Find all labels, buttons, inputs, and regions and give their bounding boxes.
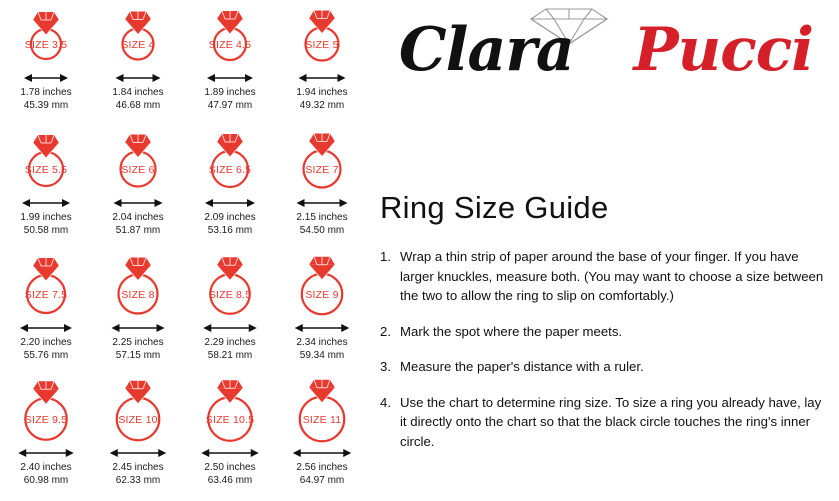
ring-measurement: [20, 87, 71, 112]
page-title: Ring Size Guide: [380, 190, 609, 225]
ring-measurement: [112, 87, 163, 112]
ring-icon: [192, 254, 268, 320]
brand-word-2: Pucci: [633, 15, 814, 85]
ring-measurement: [20, 337, 71, 362]
ring-size-label: SIZE 9: [305, 289, 339, 301]
ring-size-chart: [0, 0, 368, 501]
instruction-step: [380, 247, 830, 306]
ring-measurement-mm: 63.46 mm: [207, 474, 253, 486]
ring-size-cell: [0, 250, 92, 375]
ring-size-label: SIZE 8.5: [208, 289, 252, 301]
instruction-step-text: Mark the spot where the paper meets.: [400, 323, 623, 339]
ring-measurement-mm: 64.97 mm: [299, 474, 345, 486]
ring-icon: [284, 379, 360, 445]
instruction-step-number: 3.: [380, 359, 391, 374]
instruction-step-text: Measure the paper's distance with a ruler.: [400, 359, 644, 374]
ring-icon: [8, 254, 84, 320]
ring-size-label: SIZE 5.5: [24, 164, 68, 176]
ring-measurement-inches: 1.89 inches: [204, 87, 256, 98]
ring-measurement-mm: 59.34 mm: [299, 349, 345, 361]
ring-measurement: [204, 337, 255, 362]
ring-size-cell: [276, 0, 368, 125]
ring-measurement: [112, 337, 163, 362]
double-arrow-icon: [100, 71, 176, 85]
right-pane: [368, 0, 839, 501]
ring-icon: [192, 379, 268, 445]
instruction-step-number: 4.: [380, 394, 391, 410]
ring-size-label: SIZE 3.5: [24, 39, 68, 51]
double-arrow-icon: [192, 71, 268, 85]
ring-icon: [8, 129, 84, 195]
ring-size-label: SIZE 6.5: [208, 164, 252, 176]
double-arrow-icon: [8, 321, 84, 335]
ring-measurement-inches: 1.94 inches: [296, 87, 348, 98]
double-arrow-icon: [284, 71, 360, 85]
ring-size-cell: [276, 125, 368, 250]
ring-icon: [100, 254, 176, 320]
ring-icon: [192, 4, 268, 70]
ring-measurement-mm: 46.68 mm: [115, 99, 161, 111]
ring-size-label: SIZE 7.5: [24, 289, 68, 301]
ring-size-label: SIZE 11: [302, 414, 342, 426]
ring-icon: [8, 379, 84, 445]
ring-measurement-inches: 2.40 inches: [20, 462, 72, 473]
ring-size-label: SIZE 4: [121, 39, 155, 51]
ring-size-cell: [184, 0, 276, 125]
ring-size-cell: [0, 375, 92, 500]
double-arrow-icon: [284, 446, 360, 460]
ring-size-label: SIZE 5: [305, 39, 339, 51]
ring-icon: [100, 4, 176, 70]
ring-measurement-mm: 57.15 mm: [115, 349, 161, 361]
ring-size-cell: [0, 0, 92, 125]
double-arrow-icon: [8, 71, 84, 85]
ring-measurement-mm: 47.97 mm: [207, 99, 253, 111]
ring-measurement: [20, 462, 71, 487]
ring-icon: [100, 129, 176, 195]
ring-measurement-inches: 2.15 inches: [296, 212, 348, 223]
instruction-step-number: 2.: [380, 323, 391, 339]
double-arrow-icon: [8, 446, 84, 460]
ring-measurement: [204, 462, 255, 487]
instruction-step: [380, 393, 830, 452]
ring-measurement-inches: 2.50 inches: [204, 462, 256, 473]
ring-measurement-inches: 2.45 inches: [112, 462, 164, 473]
ring-measurement: [204, 87, 255, 112]
ring-size-cell: [276, 375, 368, 500]
ring-size-label: SIZE 10: [118, 414, 158, 426]
double-arrow-icon: [100, 321, 176, 335]
ring-icon: [192, 129, 268, 195]
double-arrow-icon: [284, 196, 360, 210]
ring-size-label: SIZE 9.5: [24, 414, 68, 426]
ring-measurement-inches: 2.04 inches: [112, 212, 164, 223]
ring-icon: [100, 379, 176, 445]
ring-icon: [284, 254, 360, 320]
double-arrow-icon: [192, 446, 268, 460]
ring-size-cell: [92, 125, 184, 250]
ring-size-cell: [0, 125, 92, 250]
ring-measurement-mm: 45.39 mm: [23, 99, 69, 111]
ring-measurement-mm: 55.76 mm: [23, 349, 69, 361]
ring-measurement: [112, 462, 163, 487]
ring-measurement: [296, 337, 347, 362]
ring-measurement-mm: 58.21 mm: [207, 349, 253, 361]
ring-size-label: SIZE 8: [121, 289, 155, 301]
ring-size-cell: [276, 250, 368, 375]
ring-size-cell: [92, 375, 184, 500]
instruction-step-text: Use the chart to determine ring size. To size a ring you already have, lay it directly onto the chart so that the black circle touches the ring's inner circle.: [400, 394, 822, 449]
ring-icon: [284, 129, 360, 195]
ring-measurement-inches: 2.56 inches: [296, 462, 348, 473]
instruction-step: [380, 357, 830, 377]
ring-size-cell: [92, 0, 184, 125]
ring-measurement: [112, 212, 163, 237]
ring-measurement-inches: 1.84 inches: [112, 87, 164, 98]
ring-measurement-mm: 50.58 mm: [23, 224, 69, 236]
ring-size-cell: [184, 375, 276, 500]
double-arrow-icon: [100, 196, 176, 210]
ring-measurement: [296, 212, 347, 237]
instruction-step-number: 1.: [380, 249, 391, 264]
ring-measurement-inches: 1.78 inches: [20, 87, 72, 98]
ring-measurement: [296, 462, 347, 487]
double-arrow-icon: [284, 321, 360, 335]
ring-measurement-mm: 54.50 mm: [299, 224, 345, 236]
ring-size-label: SIZE 4.5: [208, 39, 252, 51]
instruction-list: [380, 247, 830, 467]
ring-icon: [8, 4, 84, 70]
brand-word-1: Clara: [398, 15, 574, 85]
double-arrow-icon: [8, 196, 84, 210]
ring-size-label: SIZE 6: [121, 164, 155, 176]
double-arrow-icon: [100, 446, 176, 460]
ring-measurement-mm: 51.87 mm: [115, 224, 161, 236]
brand-logo: [376, 4, 836, 116]
ring-measurement-mm: 60.98 mm: [23, 474, 69, 486]
ring-size-label: SIZE 10.5: [205, 414, 255, 426]
ring-size-cell: [184, 125, 276, 250]
ring-measurement-inches: 1.99 inches: [20, 212, 72, 223]
double-arrow-icon: [192, 321, 268, 335]
ring-size-label: SIZE 7: [305, 164, 339, 176]
ring-measurement-inches: 2.25 inches: [112, 337, 164, 348]
ring-measurement-inches: 2.34 inches: [296, 337, 348, 348]
ring-icon: [284, 4, 360, 70]
ring-measurement: [204, 212, 255, 237]
instruction-step-text: Wrap a thin strip of paper around the base of your finger. If you have larger knuckles, measure both. (You may want to choose a size between the two to allow the ring to slip on comfortably.): [400, 249, 824, 303]
brand-wordmark: [376, 15, 836, 85]
ring-measurement-mm: 62.33 mm: [115, 474, 161, 486]
double-arrow-icon: [192, 196, 268, 210]
ring-size-cell: [184, 250, 276, 375]
ring-measurement: [20, 212, 71, 237]
ring-measurement-inches: 2.09 inches: [204, 212, 256, 223]
ring-measurement-mm: 53.16 mm: [207, 224, 253, 236]
ring-measurement: [296, 87, 347, 112]
ring-measurement-inches: 2.29 inches: [204, 337, 256, 348]
ring-measurement-mm: 49.32 mm: [299, 99, 345, 111]
ring-measurement-inches: 2.20 inches: [20, 337, 72, 348]
instruction-step: [380, 322, 830, 342]
ring-size-cell: [92, 250, 184, 375]
